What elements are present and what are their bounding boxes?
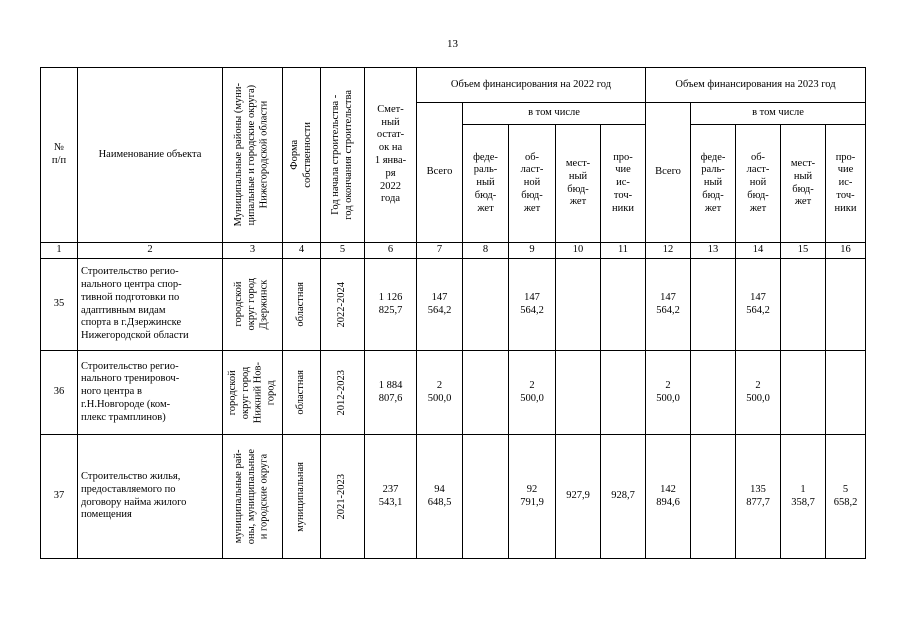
header-other-2023: про- чие ис- точ- ники: [826, 125, 866, 243]
row-no: 35: [41, 259, 78, 351]
col-num: 13: [691, 243, 736, 259]
row-regional-2022: 2 500,0: [509, 351, 556, 435]
col-num: 3: [223, 243, 283, 259]
row-ownership: областная: [283, 351, 321, 435]
row-federal-2022: [463, 435, 509, 559]
col-num: 6: [365, 243, 417, 259]
header-total-2022: Всего: [417, 103, 463, 243]
col-num: 5: [321, 243, 365, 259]
header-row-1: [41, 68, 866, 103]
row-local-2022: [556, 259, 601, 351]
row-total-2023: 147 564,2: [646, 259, 691, 351]
row-federal-2022: [463, 259, 509, 351]
row-estimate: 237 543,1: [365, 435, 417, 559]
table-row: [41, 435, 866, 559]
row-estimate: 1 884 807,6: [365, 351, 417, 435]
row-federal-2022: [463, 351, 509, 435]
row-ownership: муниципальная: [283, 435, 321, 559]
header-district: Муниципальные районы (муни- ципальные и городские округа) Нижегородской области: [223, 68, 283, 243]
row-district: муниципальные рай- оны, муниципальные и городские округа: [223, 435, 283, 559]
table-row: [41, 259, 866, 351]
header-no: № п/п: [41, 68, 78, 243]
header-years: Год начала строительства - год окончания строительства: [321, 68, 365, 243]
row-other-2022: [601, 259, 646, 351]
row-local-2023: [781, 259, 826, 351]
col-num: 1: [41, 243, 78, 259]
row-name: Строительство жилья, предоставляемого по договору найма жилого помещения: [78, 435, 223, 559]
header-total-2023: Всего: [646, 103, 691, 243]
header-incl-2022: в том числе: [463, 103, 646, 125]
header-ownership: Форма собственности: [283, 68, 321, 243]
row-other-2022: 928,7: [601, 435, 646, 559]
header-federal-2022: феде- раль- ный бюд- жет: [463, 125, 509, 243]
table-row: [41, 351, 866, 435]
row-regional-2022: 92 791,9: [509, 435, 556, 559]
header-incl-2023: в том числе: [691, 103, 866, 125]
header-fin-2023: Объем финансирования на 2023 год: [646, 68, 866, 103]
header-local-2022: мест- ный бюд- жет: [556, 125, 601, 243]
row-total-2022: 2 500,0: [417, 351, 463, 435]
header-estimate: Смет- ный остат- ок на 1 янва- ря 2022 года: [365, 68, 417, 243]
financing-table: [40, 67, 866, 559]
page-number: 13: [447, 38, 458, 50]
row-name: Строительство регио- нального тренировоч- ного центра в г.Н.Новгороде (ком- плекс трамплинов): [78, 351, 223, 435]
col-num: 8: [463, 243, 509, 259]
col-num: 10: [556, 243, 601, 259]
row-years: 2022-2024: [321, 259, 365, 351]
row-total-2023: 2 500,0: [646, 351, 691, 435]
row-total-2023: 142 894,6: [646, 435, 691, 559]
row-total-2022: 94 648,5: [417, 435, 463, 559]
col-num: 11: [601, 243, 646, 259]
row-regional-2022: 147 564,2: [509, 259, 556, 351]
row-years: 2012-2023: [321, 351, 365, 435]
header-fin-2022: Объем финансирования на 2022 год: [417, 68, 646, 103]
col-num: 4: [283, 243, 321, 259]
col-num: 9: [509, 243, 556, 259]
row-local-2022: 927,9: [556, 435, 601, 559]
row-other-2023: 5 658,2: [826, 435, 866, 559]
row-federal-2023: [691, 435, 736, 559]
col-num: 12: [646, 243, 691, 259]
row-district: городской округ город Нижний Нов- город: [223, 351, 283, 435]
col-num: 7: [417, 243, 463, 259]
row-years: 2021-2023: [321, 435, 365, 559]
row-local-2023: [781, 351, 826, 435]
row-federal-2023: [691, 351, 736, 435]
col-num: 15: [781, 243, 826, 259]
row-name: Строительство регио- нального центра спор- тивной подготовки по адаптивным видам спорта в г.Дзержинске Нижегородской области: [78, 259, 223, 351]
header-federal-2023: феде- раль- ный бюд- жет: [691, 125, 736, 243]
row-regional-2023: 135 877,7: [736, 435, 781, 559]
column-number-row: [41, 243, 866, 259]
row-other-2023: [826, 259, 866, 351]
row-regional-2023: 2 500,0: [736, 351, 781, 435]
row-no: 36: [41, 351, 78, 435]
row-district: городской округ город Дзержинск: [223, 259, 283, 351]
row-local-2023: 1 358,7: [781, 435, 826, 559]
row-total-2022: 147 564,2: [417, 259, 463, 351]
row-estimate: 1 126 825,7: [365, 259, 417, 351]
col-num: 2: [78, 243, 223, 259]
row-other-2023: [826, 351, 866, 435]
row-other-2022: [601, 351, 646, 435]
row-federal-2023: [691, 259, 736, 351]
row-ownership: областная: [283, 259, 321, 351]
row-no: 37: [41, 435, 78, 559]
row-local-2022: [556, 351, 601, 435]
header-local-2023: мест- ный бюд- жет: [781, 125, 826, 243]
header-other-2022: про- чие ис- точ- ники: [601, 125, 646, 243]
col-num: 16: [826, 243, 866, 259]
row-regional-2023: 147 564,2: [736, 259, 781, 351]
header-name: Наименование объекта: [78, 68, 223, 243]
header-regional-2022: об- ласт- ной бюд- жет: [509, 125, 556, 243]
header-regional-2023: об- ласт- ной бюд- жет: [736, 125, 781, 243]
col-num: 14: [736, 243, 781, 259]
